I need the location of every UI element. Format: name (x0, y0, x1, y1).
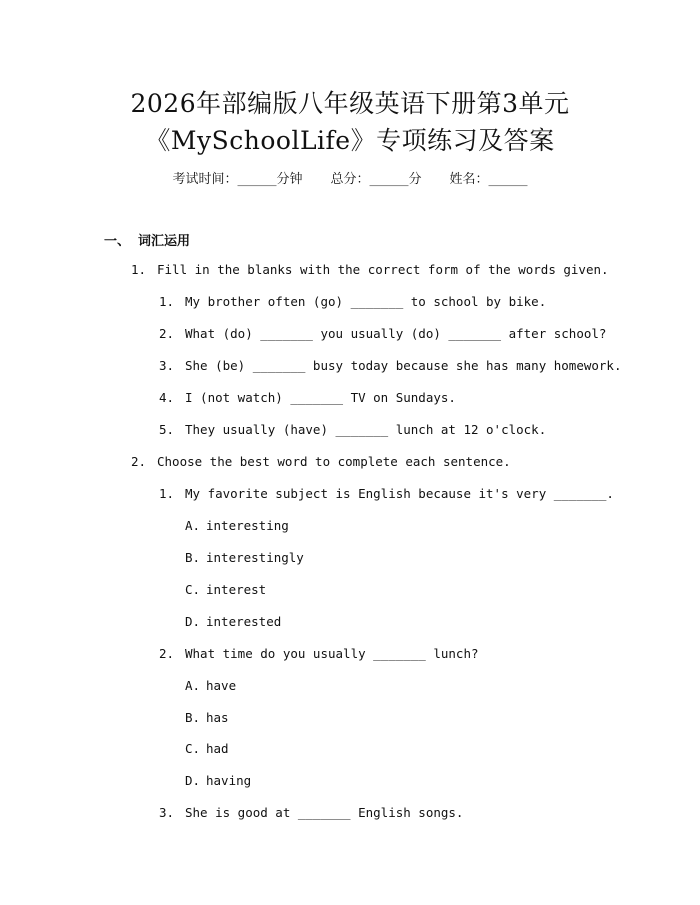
option-text: having (206, 773, 252, 788)
item-number: 2. (159, 326, 175, 341)
option-letter: C. (185, 582, 201, 597)
item-text: They usually (have) _______ lunch at 12 o'clock. (185, 422, 547, 437)
list-item (159, 422, 546, 437)
item-text: What time do you usually _______ lunch? (185, 646, 479, 661)
question-2 (131, 454, 511, 469)
item-number: 1. (159, 486, 175, 501)
answer-option (185, 773, 251, 788)
list-item (159, 358, 622, 373)
item-number: 2. (159, 646, 175, 661)
item-text: She is good at _______ English songs. (185, 805, 464, 820)
list-item (159, 805, 463, 820)
list-item (159, 646, 479, 661)
exam-meta (0, 168, 700, 187)
answer-option (185, 582, 266, 597)
option-text: have (206, 678, 237, 693)
item-text: My brother often (go) _______ to school by bike. (185, 294, 547, 309)
document-title-line-2: 《MySchoolLife》专项练习及答案 (145, 126, 555, 155)
list-item (159, 294, 546, 309)
option-letter: B. (185, 710, 201, 725)
list-item (159, 486, 614, 501)
question-1 (131, 262, 609, 277)
option-letter: C. (185, 741, 201, 756)
option-text: interestingly (206, 550, 304, 565)
option-text: interest (206, 582, 267, 597)
option-text: has (206, 710, 229, 725)
item-number: 5. (159, 422, 175, 437)
item-number: 3. (159, 805, 175, 820)
question-number: 1. (131, 262, 147, 277)
item-number: 3. (159, 358, 175, 373)
answer-option (185, 710, 229, 725)
option-text: interested (206, 614, 282, 629)
item-text: My favorite subject is English because it's very _______. (185, 486, 614, 501)
item-number: 4. (159, 390, 175, 405)
list-item (159, 390, 456, 405)
answer-option (185, 678, 236, 693)
option-letter: D. (185, 614, 201, 629)
exam-time-field: 考试时间：______分钟 (172, 172, 303, 187)
document-title-line-1: 2026年部编版八年级英语下册第3单元 (130, 89, 570, 118)
section-title: 词汇运用 (138, 234, 191, 249)
item-number: 1. (159, 294, 175, 309)
section-number: 一、 (104, 234, 131, 249)
list-item (159, 326, 606, 341)
item-text: She (be) _______ busy today because she has many homework. (185, 358, 622, 373)
option-letter: A. (185, 518, 201, 533)
section-heading (104, 230, 190, 249)
answer-option (185, 518, 289, 533)
option-text: interesting (206, 518, 289, 533)
option-letter: D. (185, 773, 201, 788)
answer-option (185, 614, 281, 629)
total-score-field: 总分：______分 (330, 172, 422, 187)
question-text: Choose the best word to complete each sentence. (157, 454, 511, 469)
option-text: had (206, 741, 229, 756)
option-letter: A. (185, 678, 201, 693)
answer-option (185, 741, 229, 756)
student-name-field: 姓名：______ (449, 172, 528, 187)
answer-option (185, 550, 304, 565)
question-text: Fill in the blanks with the correct form of the words given. (157, 262, 609, 277)
item-text: I (not watch) _______ TV on Sundays. (185, 390, 456, 405)
item-text: What (do) _______ you usually (do) _______ after school? (185, 326, 607, 341)
question-number: 2. (131, 454, 147, 469)
option-letter: B. (185, 550, 201, 565)
